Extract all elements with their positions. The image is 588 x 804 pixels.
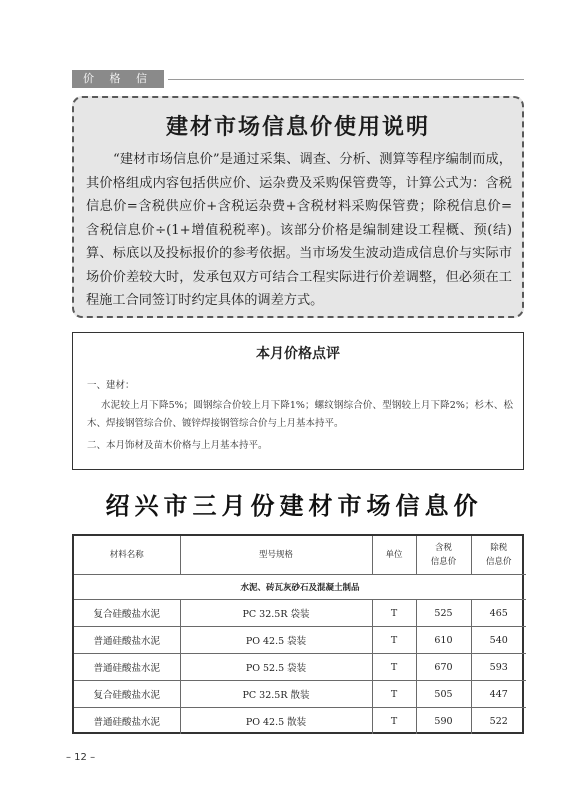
section-tag: 价 格 信 [72, 70, 164, 88]
unit-cell: T [372, 627, 416, 654]
spec-cell: PO 52.5 袋装 [180, 654, 372, 681]
review-title: 本月价格点评 [256, 346, 340, 362]
tax-excluded-price-cell: 465 [471, 600, 526, 627]
price-list-title: 绍兴市三月份建材市场信息价 [105, 492, 483, 520]
section-divider [168, 79, 524, 80]
tax-excluded-price-cell: 540 [471, 627, 526, 654]
table-row [74, 654, 526, 681]
table-row [74, 627, 526, 654]
spec-cell: PC 32.5R 散装 [180, 681, 372, 708]
review-building-materials-text: 水泥较上月下降5%；圆钢综合价较上月下降1%；螺纹钢综合价、型钢较上月下降2%；杉木、松木、焊接钢管综合价、镀锌焊接钢管综合价与上月基本持平。 [87, 400, 513, 429]
page-number: – 12 – [66, 752, 96, 763]
tax-included-price-cell: 590 [416, 708, 471, 735]
tax-included-price-cell: 505 [416, 681, 471, 708]
unit-cell: T [372, 600, 416, 627]
notice-title: 建材市场信息价使用说明 [165, 115, 430, 140]
header-tax-excluded-line1: 除税 [490, 543, 508, 553]
material-name-cell: 普通硅酸盐水泥 [74, 627, 180, 654]
material-name-cell: 复合硅酸盐水泥 [74, 681, 180, 708]
category-row [74, 575, 526, 600]
table-row [74, 600, 526, 627]
tax-included-price-cell: 525 [416, 600, 471, 627]
unit-cell: T [372, 708, 416, 735]
price-table [74, 536, 526, 734]
spec-cell: PC 32.5R 袋装 [180, 600, 372, 627]
spec-cell: PO 42.5 散装 [180, 708, 372, 735]
usage-notice-box [72, 96, 524, 318]
unit-cell: T [372, 654, 416, 681]
review-decor-nursery-text: 二、本月饰材及苗木价格与上月基本持平。 [87, 440, 268, 451]
monthly-review-box [72, 332, 524, 470]
review-heading-building-materials: 一、建材： [87, 380, 135, 391]
material-name-cell: 普通硅酸盐水泥 [74, 708, 180, 735]
table-header-row [74, 536, 526, 575]
notice-body: “建材市场信息价”是通过采集、调查、分析、测算等程序编制而成，其价格组成内容包括供应价、运杂费及采购保管费等，计算公式为：含税信息价=含税供应价+含税运杂费+含税材料采购保管费；除税信息价=含税信息价÷(1+增值税税率)。该部分价格是编制建设工程概、预(结)算、标底以及投标报价的参考依据。当市场发生波动造成信息价与实际市场价价差较大时，发承包双方可结合工程实际进行价差调整，但必须在工程施工合同签订时约定具体的调差方式。 [86, 152, 512, 308]
tax-excluded-price-cell: 593 [471, 654, 526, 681]
header-tax-included-price [416, 536, 471, 575]
spec-cell: PO 42.5 袋装 [180, 627, 372, 654]
section-header [72, 70, 524, 88]
material-name-cell: 复合硅酸盐水泥 [74, 600, 180, 627]
header-unit: 单位 [372, 536, 416, 575]
header-tax-excluded-price [471, 536, 526, 575]
header-tax-included-line1: 含税 [434, 543, 452, 553]
header-tax-excluded-line2: 信息价 [485, 557, 512, 567]
tax-included-price-cell: 610 [416, 627, 471, 654]
tax-excluded-price-cell: 522 [471, 708, 526, 735]
header-spec: 型号规格 [180, 536, 372, 575]
header-tax-included-line2: 信息价 [430, 557, 457, 567]
table-row [74, 681, 526, 708]
category-label: 水泥、砖瓦灰砂石及混凝土制品 [74, 575, 526, 600]
tax-excluded-price-cell: 447 [471, 681, 526, 708]
tax-included-price-cell: 670 [416, 654, 471, 681]
material-name-cell: 普通硅酸盐水泥 [74, 654, 180, 681]
price-table-frame [72, 534, 524, 734]
unit-cell: T [372, 681, 416, 708]
table-row [74, 708, 526, 735]
header-material-name: 材料名称 [74, 536, 180, 575]
